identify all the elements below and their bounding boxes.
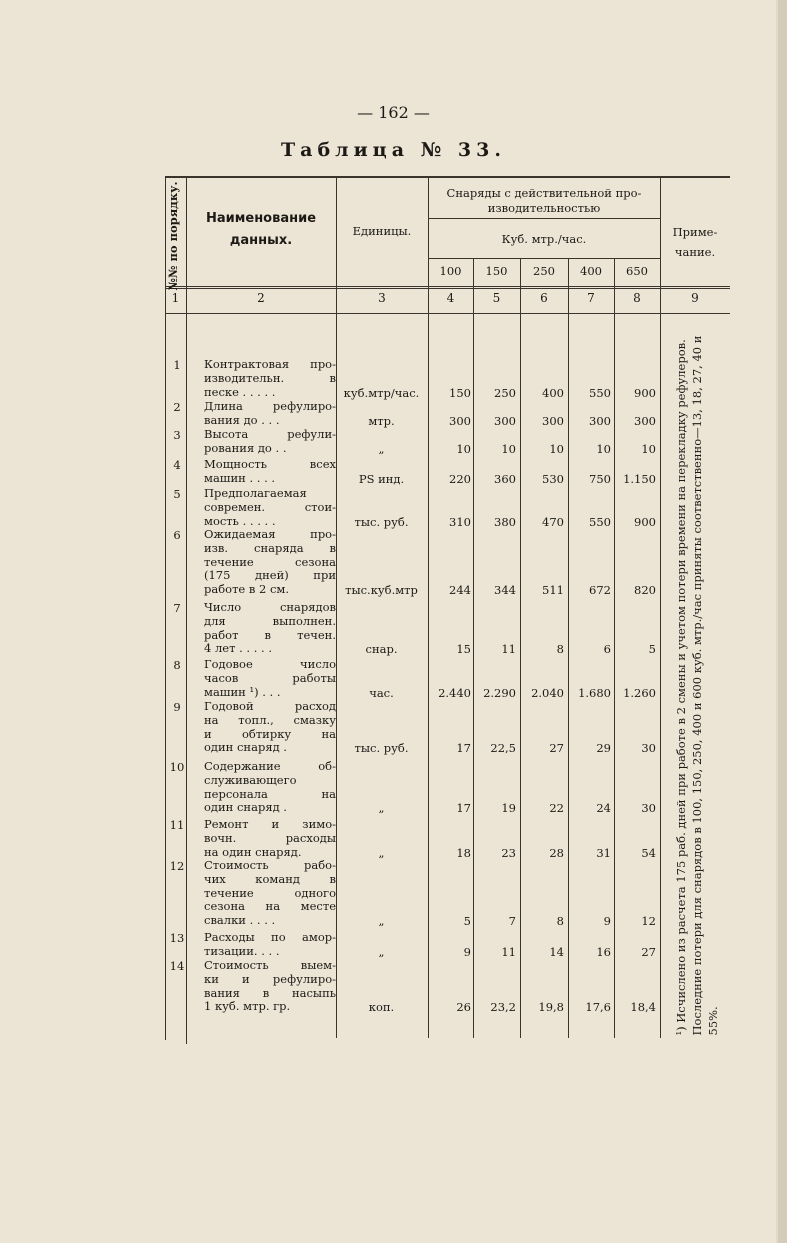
column-number: 4 <box>446 291 455 305</box>
table-title: Таблица № 33. <box>281 139 506 161</box>
row-name <box>204 458 336 486</box>
row-name-line: (175 дней) при <box>204 568 336 583</box>
table-cell: 150 <box>449 385 471 400</box>
row-name-line: персонала на <box>204 786 336 801</box>
column-divider <box>336 178 337 1038</box>
table-cell: 16 <box>596 944 611 959</box>
row-unit: час. <box>369 685 394 700</box>
row-number: 10 <box>169 760 185 774</box>
table-cell: 900 <box>634 385 656 400</box>
row-name <box>204 658 336 699</box>
row-name-line: служивающего <box>204 772 297 787</box>
capacity-400: 400 <box>580 264 602 278</box>
table-cell: 11 <box>501 944 516 959</box>
row-number: 8 <box>173 658 181 672</box>
table-cell: 8 <box>556 642 564 657</box>
table-cell: 22 <box>549 801 564 816</box>
table-top-rule <box>165 176 730 178</box>
row-name <box>204 601 336 656</box>
row-unit: куб.мтр/час. <box>343 385 420 400</box>
capacity-unit-header: Куб. мтр./час. <box>501 232 587 246</box>
table-cell: 5 <box>463 914 471 929</box>
row-name <box>204 358 336 399</box>
row-name-line: Годовой расход <box>204 699 336 713</box>
table-cell: 10 <box>549 441 564 456</box>
footnote: ¹) Исчислено из расчета 175 раб. дней при работе в 2 смены и учетом потери времени на перекладку рефулеров. Последние потери для снарядов в 100, 150, 250, 400 и 600 куб. мтр./час приняты соответственно—13, 18, 27, 40 и 55%. <box>674 335 720 1035</box>
table-cell: 310 <box>449 514 471 529</box>
row-name-line: рования до . . <box>204 440 287 455</box>
table-cell: 1.260 <box>623 685 656 700</box>
table-cell: 220 <box>449 471 471 486</box>
capacity-150: 150 <box>485 264 508 278</box>
table-cell: 27 <box>641 944 656 959</box>
table-cell: 2.290 <box>483 685 516 700</box>
row-name-line: сезона на месте <box>204 899 336 914</box>
row-name-line: работе в 2 см. <box>204 582 290 597</box>
row-name <box>204 528 336 597</box>
table-cell: 31 <box>596 845 611 860</box>
row-name-line: 4 лет . . . . . <box>204 641 273 656</box>
row-number: 11 <box>169 818 185 832</box>
capacity-100: 100 <box>439 264 462 278</box>
column-number: 2 <box>257 291 265 305</box>
row-name-line: чих команд в <box>204 871 336 886</box>
row-name-line: изводительн. в <box>204 370 336 385</box>
table-cell: 820 <box>634 583 656 598</box>
row-name-line: тизации. . . . <box>204 943 280 958</box>
row-name-line: Длина рефулиро- <box>204 399 336 413</box>
table-cell: 7 <box>508 914 516 929</box>
row-unit: тыс. руб. <box>354 514 409 529</box>
row-name-line: машин . . . . <box>204 470 276 485</box>
column-number-rule <box>165 288 730 289</box>
row-number: 2 <box>173 400 181 414</box>
table-cell: 29 <box>596 741 611 756</box>
row-name-line: Мощность всех <box>204 457 336 471</box>
order-header: №№ по порядку. <box>166 181 180 291</box>
column-number: 9 <box>691 291 699 305</box>
table-cell: 750 <box>589 471 611 486</box>
row-unit: PS инд. <box>358 471 405 486</box>
body-top-rule <box>165 313 730 314</box>
table-cell: 550 <box>589 385 611 400</box>
capacity-650: 650 <box>626 264 648 278</box>
row-name-line: и обтирку на <box>204 726 336 741</box>
table-cell: 10 <box>501 441 516 456</box>
table-cell: 360 <box>494 471 516 486</box>
row-name-line: свалки . . . . <box>204 913 276 928</box>
units-header: Единицы. <box>352 224 412 238</box>
table-cell: 8 <box>556 914 564 929</box>
row-name <box>204 487 336 528</box>
column-divider <box>428 178 429 1038</box>
table-cell: 17 <box>456 741 471 756</box>
table-cell: 10 <box>596 441 611 456</box>
row-number: 4 <box>173 458 181 472</box>
table-cell: 530 <box>542 471 564 486</box>
table-cell: 18,4 <box>630 1000 656 1015</box>
column-number: 5 <box>492 291 501 305</box>
table-cell: 30 <box>641 741 656 756</box>
row-number: 14 <box>169 959 185 973</box>
table-cell: 2.440 <box>438 685 471 700</box>
row-name-line: Расходы по амор- <box>204 930 336 944</box>
row-name <box>204 428 336 456</box>
row-unit: „ <box>378 845 385 860</box>
table-cell: 10 <box>456 441 471 456</box>
row-unit: тыс. руб. <box>354 741 409 756</box>
row-name-line: Стоимость выем- <box>204 958 336 972</box>
row-name <box>204 959 336 1014</box>
page-number: — 162 — <box>357 103 430 122</box>
row-name-line: ки и рефулиро- <box>204 971 336 986</box>
row-name-line: современ. стои- <box>204 499 336 514</box>
row-name-line: Стоимость рабо- <box>204 858 336 872</box>
row-name-line: часов работы <box>204 670 336 685</box>
row-name-line: течение одного <box>204 885 336 900</box>
row-name <box>204 700 336 755</box>
row-name-line: течение сезона <box>204 554 336 569</box>
table-cell: 19,8 <box>538 1000 564 1015</box>
table-cell: 23,2 <box>490 1000 516 1015</box>
column-number: 7 <box>587 291 595 305</box>
table-cell: 12 <box>641 914 656 929</box>
table-cell: 22,5 <box>490 741 516 756</box>
table-cell: 2.040 <box>531 685 564 700</box>
row-name-line: на один снаряд. <box>204 844 302 859</box>
table-cell: 380 <box>494 514 516 529</box>
row-name-line: вочн. расходы <box>204 830 336 845</box>
row-name-line: один снаряд . <box>204 800 287 815</box>
row-name-line: работ в течен. <box>204 627 336 642</box>
group-subrule <box>428 218 660 219</box>
capacity-250: 250 <box>533 264 555 278</box>
column-number: 8 <box>633 291 641 305</box>
row-name-line: Годовое число <box>204 657 336 671</box>
row-name-line: изв. снаряда в <box>204 540 336 555</box>
row-unit: коп. <box>368 1000 395 1015</box>
table-cell: 19 <box>501 801 516 816</box>
name-header: Наименование данных. <box>205 211 317 248</box>
table-cell: 400 <box>542 385 564 400</box>
table-cell: 300 <box>449 413 471 428</box>
column-number: 6 <box>540 291 548 305</box>
table-cell: 15 <box>456 642 471 657</box>
row-name <box>204 931 336 959</box>
table-cell: 5 <box>648 642 656 657</box>
table-cell: 300 <box>494 413 516 428</box>
row-number: 13 <box>169 931 185 945</box>
row-unit: тыс.куб.мтр <box>345 583 418 598</box>
table-cell: 511 <box>542 583 564 598</box>
table-cell: 9 <box>603 914 611 929</box>
page-edge <box>778 0 787 1243</box>
row-name-line: для выполнен. <box>204 613 336 628</box>
row-number: 7 <box>173 601 181 615</box>
row-name-line: песке . . . . . <box>204 384 276 399</box>
table-cell: 11 <box>501 642 516 657</box>
row-name-line: 1 куб. мтр. гр. <box>204 999 291 1014</box>
row-number: 12 <box>169 859 185 873</box>
row-name-line: Число снарядов <box>204 600 336 614</box>
table-cell: 470 <box>542 514 564 529</box>
table-cell: 6 <box>603 642 611 657</box>
table-cell: 30 <box>641 801 656 816</box>
table-cell: 28 <box>549 845 564 860</box>
row-unit: „ <box>378 441 385 456</box>
row-name-line: один снаряд . <box>204 740 287 755</box>
table-cell: 9 <box>463 944 471 959</box>
row-name-line: машин ¹) . . . <box>204 684 281 699</box>
table-cell: 24 <box>596 801 611 816</box>
table-cell: 10 <box>641 441 656 456</box>
row-name-line: мость . . . . . <box>204 513 276 528</box>
table-cell: 54 <box>641 845 656 860</box>
table-cell: 1.150 <box>623 471 656 486</box>
group-header: Снаряды с действительной про- изводительностью <box>446 186 642 215</box>
row-unit: снар. <box>365 642 398 657</box>
row-name-line: Контрактовая про- <box>204 357 336 371</box>
row-name <box>204 859 336 928</box>
row-number: 1 <box>173 358 181 372</box>
row-name-line: на топл., смазку <box>204 712 336 727</box>
capacity-subrule <box>428 258 660 259</box>
row-name-line: Высота рефули- <box>204 427 336 441</box>
row-unit: „ <box>378 801 385 816</box>
table-cell: 300 <box>542 413 564 428</box>
row-number: 3 <box>173 428 181 442</box>
header-bottom-rule <box>165 286 730 287</box>
row-name-line: Предполагаемая <box>204 486 307 500</box>
table-cell: 672 <box>589 583 611 598</box>
table-cell: 250 <box>494 385 516 400</box>
row-number: 9 <box>173 700 181 714</box>
table-cell: 17,6 <box>585 1000 611 1015</box>
table-cell: 17 <box>456 801 471 816</box>
table-cell: 300 <box>589 413 611 428</box>
row-name-line: вания в насыпь <box>204 985 336 1000</box>
row-number: 6 <box>173 528 181 542</box>
row-name <box>204 818 336 859</box>
column-number: 1 <box>171 291 180 305</box>
footnote-column <box>662 320 732 1035</box>
column-number: 3 <box>378 291 386 305</box>
table-cell: 27 <box>549 741 564 756</box>
table-cell: 14 <box>549 944 564 959</box>
table-cell: 244 <box>449 583 471 598</box>
table-cell: 1.680 <box>578 685 611 700</box>
row-name-line: Ожидаемая про- <box>204 527 336 541</box>
table-cell: 900 <box>634 514 656 529</box>
row-name-line: вания до . . . <box>204 412 280 427</box>
row-name-line: Содержание об- <box>204 759 336 773</box>
row-name <box>204 400 336 428</box>
row-name <box>204 760 336 815</box>
note-header: Приме- чание. <box>672 225 718 259</box>
column-divider <box>660 178 661 1038</box>
row-number: 5 <box>173 487 181 501</box>
table-cell: 550 <box>589 514 611 529</box>
row-name-line: Ремонт и зимо- <box>204 817 336 831</box>
table-cell: 18 <box>456 845 471 860</box>
row-unit: „ <box>378 944 385 959</box>
table-cell: 300 <box>634 413 656 428</box>
table-cell: 344 <box>494 583 516 598</box>
table-cell: 23 <box>501 845 516 860</box>
row-unit: мтр. <box>368 413 395 428</box>
row-unit: „ <box>378 914 385 929</box>
table-cell: 26 <box>456 1000 471 1015</box>
